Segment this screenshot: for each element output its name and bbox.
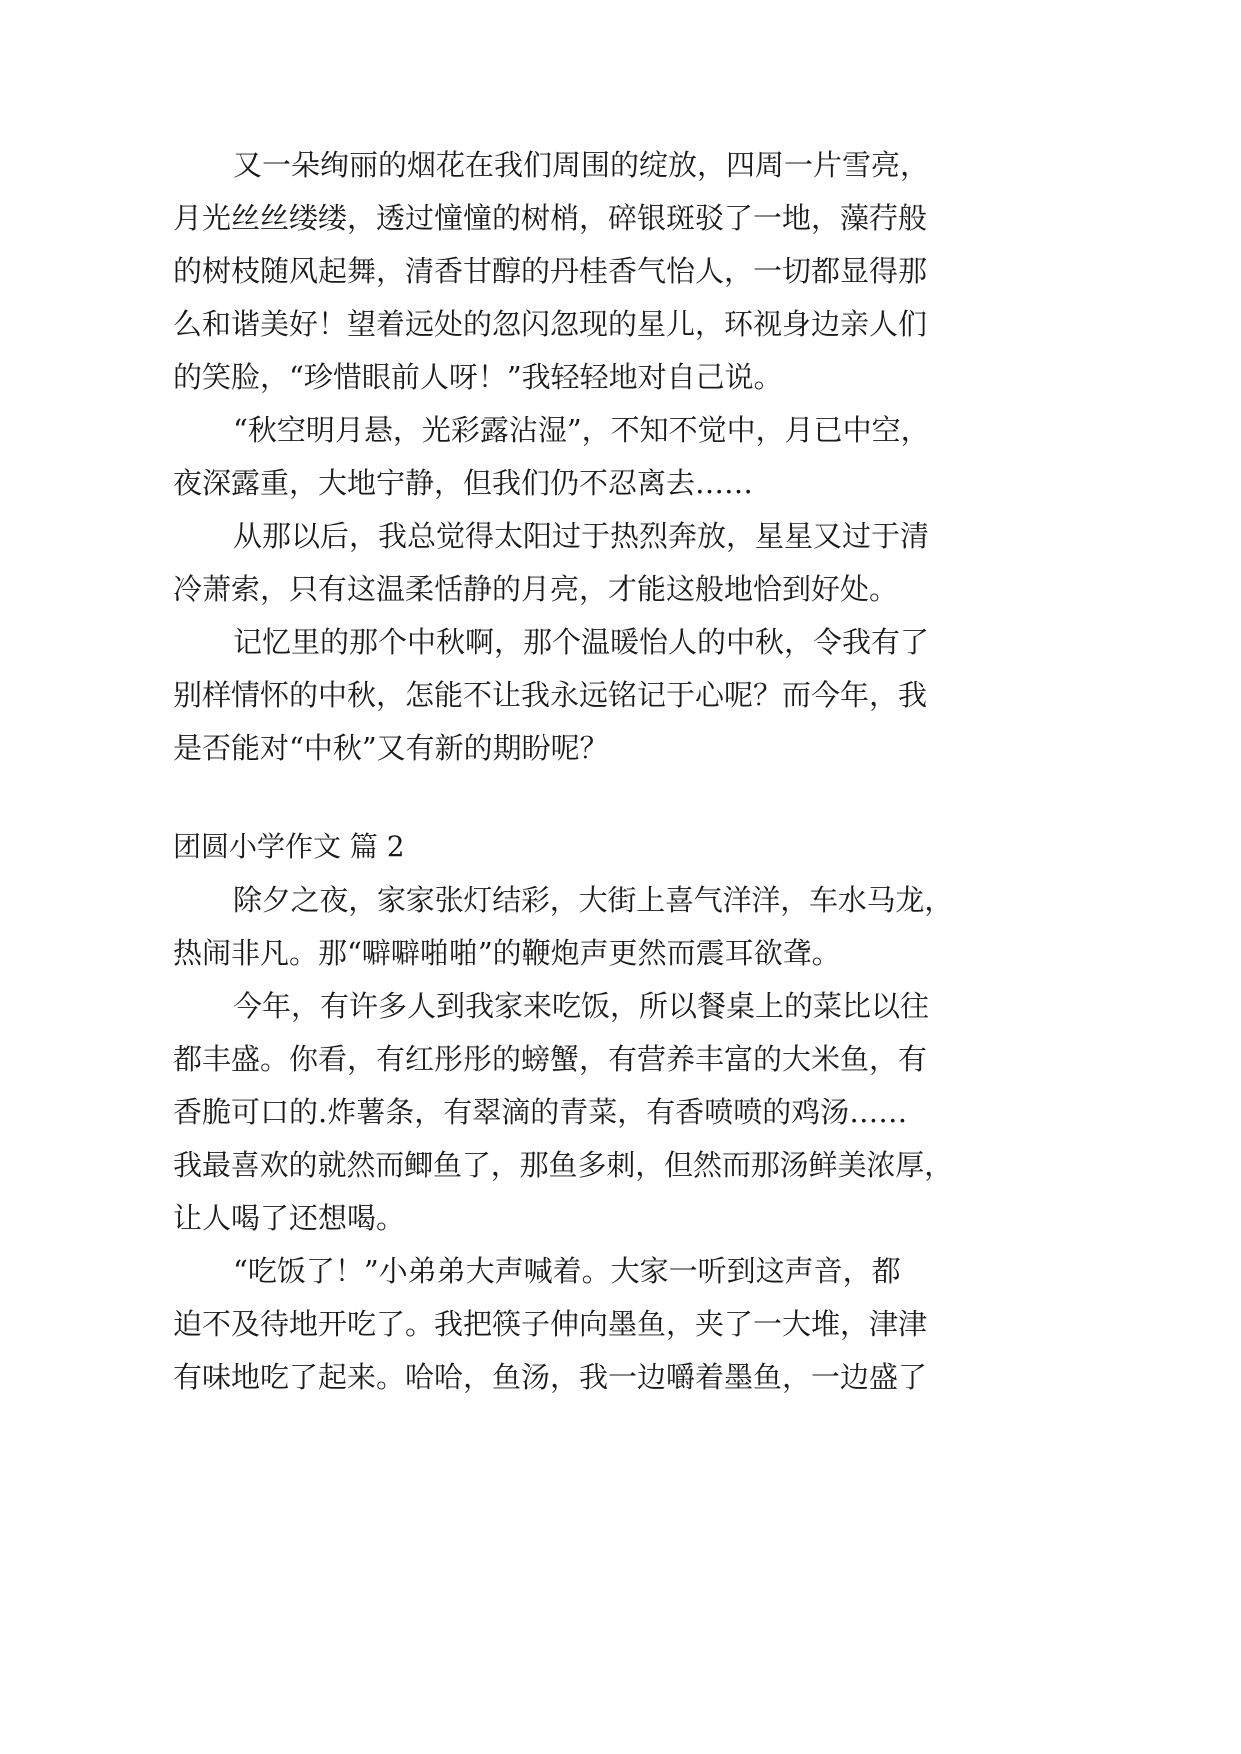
paragraph-line: “秋空明月悬，光彩露沾湿”，不知不觉中，月已中空， (233, 413, 930, 447)
paragraph-line: 夜深露重，大地宁静，但我们仍不忍离去…… (173, 466, 754, 500)
paragraph-line: 的树枝随风起舞，清香甘醇的丹桂香气怡人，一切都显得那 (173, 254, 928, 288)
paragraph-line: 热闹非凡。那“噼噼啪啪”的鞭炮声更然而震耳欲聋。 (173, 936, 841, 970)
paragraph-line: 月光丝丝缕缕，透过憧憧的树梢，碎银斑驳了一地，藻荇般 (173, 201, 928, 235)
paragraph-line: 从那以后，我总觉得太阳过于热烈奔放，星星又过于清 (233, 519, 930, 553)
section-heading: 团圆小学作文 篇 2 (173, 830, 405, 863)
paragraph-line: 我最喜欢的就然而鲫鱼了，那鱼多刺，但然而那汤鲜美浓厚， (173, 1148, 954, 1182)
paragraph-line: 让人喝了还想喝。 (173, 1201, 406, 1235)
paragraph-line: 别样情怀的中秋，怎能不让我永远铭记于心呢？而今年，我 (173, 678, 928, 712)
paragraph-line: 记忆里的那个中秋啊，那个温暖怡人的中秋，令我有了 (233, 625, 930, 659)
paragraph-line: “吃饭了！”小弟弟大声喊着。大家一听到这声音，都 (233, 1254, 901, 1288)
paragraph-line: 冷萧索，只有这温柔恬静的月亮，才能这般地恰到好处。 (173, 572, 899, 606)
paragraph-line: 今年，有许多人到我家来吃饭，所以餐桌上的菜比以往 (233, 989, 930, 1023)
paragraph-line: 迫不及待地开吃了。我把筷子伸向墨鱼，夹了一大堆，津津 (173, 1307, 928, 1341)
paragraph-line: 么和谐美好！望着远处的忽闪忽现的星儿，环视身边亲人们 (173, 307, 928, 341)
paragraph-line: 有味地吃了起来。哈哈，鱼汤，我一边嚼着墨鱼，一边盛了 (173, 1360, 928, 1394)
paragraph-line: 香脆可口的.炸薯条，有翠滴的青菜，有香喷喷的鸡汤…… (173, 1095, 908, 1129)
paragraph-line: 的笑脸，“珍惜眼前人呀！”我轻轻地对自己说。 (173, 360, 783, 394)
paragraph-line: 都丰盛。你看，有红彤彤的螃蟹，有营养丰富的大米鱼，有 (173, 1042, 928, 1076)
paragraph-line: 是否能对“中秋”又有新的期盼呢？ (173, 731, 609, 765)
paragraph-line: 除夕之夜，家家张灯结彩，大街上喜气洋洋，车水马龙， (233, 883, 954, 917)
paragraph-line: 又一朵绚丽的烟花在我们周围的绽放，四周一片雪亮， (233, 148, 930, 182)
